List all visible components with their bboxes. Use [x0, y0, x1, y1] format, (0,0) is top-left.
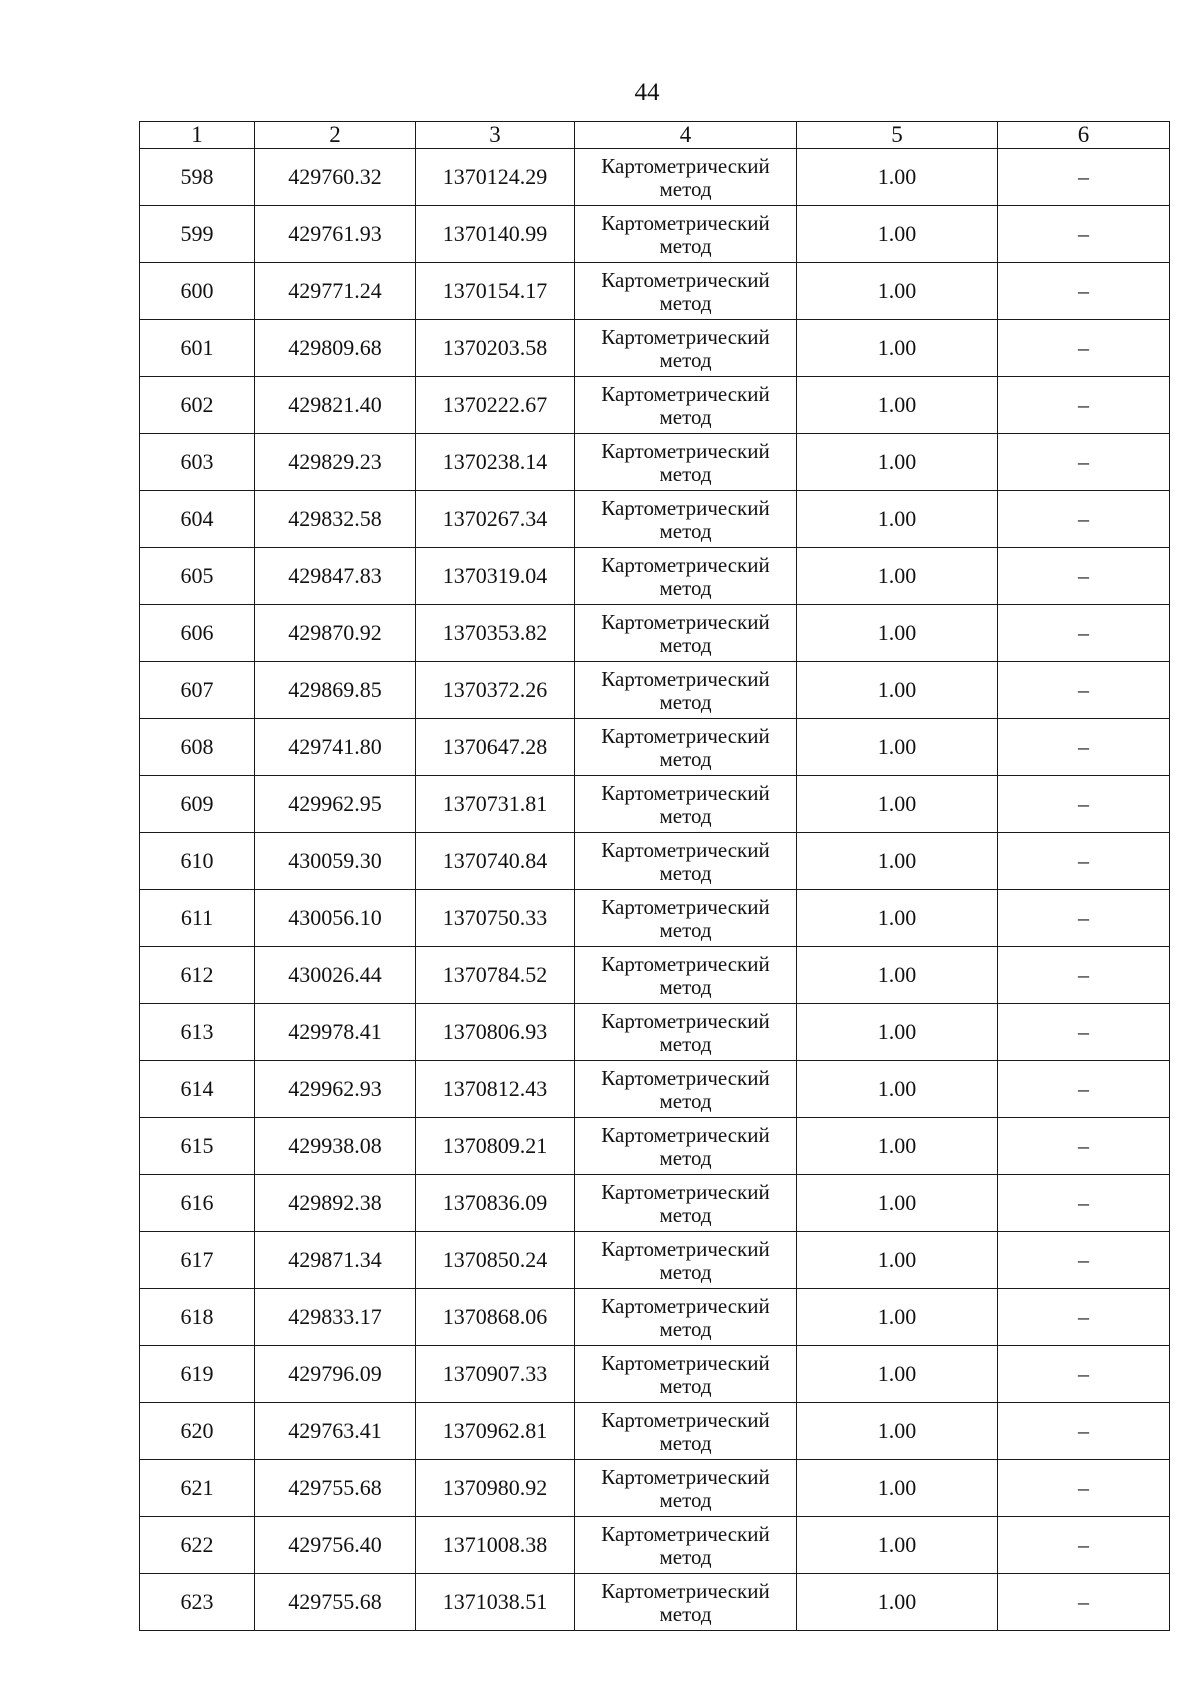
accuracy-cell: 1.00: [797, 1403, 998, 1460]
method-cell: [575, 890, 797, 947]
y-coordinate-cell: 1370222.67: [416, 377, 575, 434]
x-coordinate-cell: 429962.93: [255, 1061, 416, 1118]
method-line: Картометрический: [601, 1180, 770, 1204]
method-line: метод: [659, 1260, 712, 1284]
point-number-cell: 618: [140, 1289, 255, 1346]
note-cell: –: [998, 320, 1170, 377]
table-row: [140, 320, 1170, 377]
method-cell: [575, 1061, 797, 1118]
method-cell: [575, 1403, 797, 1460]
point-number-cell: 604: [140, 491, 255, 548]
y-coordinate-cell: 1370372.26: [416, 662, 575, 719]
method-line: метод: [659, 747, 712, 771]
x-coordinate-cell: 430056.10: [255, 890, 416, 947]
accuracy-cell: 1.00: [797, 1118, 998, 1175]
method-cell: [575, 320, 797, 377]
method-line: метод: [659, 1089, 712, 1113]
table-row: [140, 1517, 1170, 1574]
method-cell: [575, 662, 797, 719]
table-row: [140, 662, 1170, 719]
point-number-cell: 598: [140, 149, 255, 206]
accuracy-cell: 1.00: [797, 1517, 998, 1574]
method-cell: [575, 434, 797, 491]
y-coordinate-cell: 1370353.82: [416, 605, 575, 662]
method-line: Картометрический: [601, 268, 770, 292]
note-cell: –: [998, 434, 1170, 491]
method-line: метод: [659, 405, 712, 429]
table-row: [140, 1289, 1170, 1346]
y-coordinate-cell: 1370647.28: [416, 719, 575, 776]
table-row: [140, 377, 1170, 434]
x-coordinate-cell: 429771.24: [255, 263, 416, 320]
y-coordinate-cell: 1371008.38: [416, 1517, 575, 1574]
table-header: [140, 122, 1170, 149]
method-line: Картометрический: [601, 781, 770, 805]
table-row: [140, 434, 1170, 491]
x-coordinate-cell: 429871.34: [255, 1232, 416, 1289]
accuracy-cell: 1.00: [797, 491, 998, 548]
table-row: [140, 776, 1170, 833]
x-coordinate-cell: 430026.44: [255, 947, 416, 1004]
x-coordinate-cell: 429760.32: [255, 149, 416, 206]
method-cell: [575, 833, 797, 890]
y-coordinate-cell: 1370740.84: [416, 833, 575, 890]
method-line: метод: [659, 804, 712, 828]
method-line: Картометрический: [601, 1237, 770, 1261]
accuracy-cell: 1.00: [797, 605, 998, 662]
method-line: Картометрический: [601, 1294, 770, 1318]
table-row: [140, 1232, 1170, 1289]
table-row: [140, 890, 1170, 947]
point-number-cell: 607: [140, 662, 255, 719]
point-number-cell: 610: [140, 833, 255, 890]
x-coordinate-cell: 429741.80: [255, 719, 416, 776]
accuracy-cell: 1.00: [797, 377, 998, 434]
table-row: [140, 719, 1170, 776]
accuracy-cell: 1.00: [797, 263, 998, 320]
x-coordinate-cell: 429962.95: [255, 776, 416, 833]
note-cell: –: [998, 947, 1170, 1004]
x-coordinate-cell: 429832.58: [255, 491, 416, 548]
note-cell: –: [998, 1118, 1170, 1175]
point-number-cell: 608: [140, 719, 255, 776]
method-cell: [575, 1004, 797, 1061]
note-cell: –: [998, 776, 1170, 833]
accuracy-cell: 1.00: [797, 1232, 998, 1289]
point-number-cell: 606: [140, 605, 255, 662]
note-cell: –: [998, 719, 1170, 776]
method-line: Картометрический: [601, 1579, 770, 1603]
note-cell: –: [998, 1289, 1170, 1346]
method-cell: [575, 1175, 797, 1232]
y-coordinate-cell: 1370809.21: [416, 1118, 575, 1175]
table-row: [140, 548, 1170, 605]
table-row: [140, 1574, 1170, 1631]
method-line: метод: [659, 633, 712, 657]
method-line: Картометрический: [601, 382, 770, 406]
point-number-cell: 617: [140, 1232, 255, 1289]
y-coordinate-cell: 1370731.81: [416, 776, 575, 833]
x-coordinate-cell: 429978.41: [255, 1004, 416, 1061]
note-cell: –: [998, 491, 1170, 548]
header-cell: 6: [998, 122, 1170, 149]
accuracy-cell: 1.00: [797, 149, 998, 206]
header-row: [140, 122, 1170, 149]
method-line: Картометрический: [601, 211, 770, 235]
y-coordinate-cell: 1370238.14: [416, 434, 575, 491]
note-cell: –: [998, 605, 1170, 662]
table-row: [140, 947, 1170, 1004]
note-cell: –: [998, 1460, 1170, 1517]
table-row: [140, 263, 1170, 320]
y-coordinate-cell: 1370850.24: [416, 1232, 575, 1289]
header-cell: 3: [416, 122, 575, 149]
method-cell: [575, 1346, 797, 1403]
point-number-cell: 603: [140, 434, 255, 491]
note-cell: –: [998, 1574, 1170, 1631]
method-line: метод: [659, 1032, 712, 1056]
point-number-cell: 622: [140, 1517, 255, 1574]
method-line: метод: [659, 861, 712, 885]
method-line: Картометрический: [601, 724, 770, 748]
method-cell: [575, 1289, 797, 1346]
point-number-cell: 600: [140, 263, 255, 320]
method-cell: [575, 1517, 797, 1574]
method-line: метод: [659, 291, 712, 315]
method-line: Картометрический: [601, 1408, 770, 1432]
accuracy-cell: 1.00: [797, 1574, 998, 1631]
accuracy-cell: 1.00: [797, 1175, 998, 1232]
accuracy-cell: 1.00: [797, 833, 998, 890]
method-line: метод: [659, 1602, 712, 1626]
y-coordinate-cell: 1370154.17: [416, 263, 575, 320]
method-line: метод: [659, 690, 712, 714]
accuracy-cell: 1.00: [797, 1289, 998, 1346]
y-coordinate-cell: 1370124.29: [416, 149, 575, 206]
accuracy-cell: 1.00: [797, 1004, 998, 1061]
table-body: [140, 149, 1170, 1631]
point-number-cell: 619: [140, 1346, 255, 1403]
y-coordinate-cell: 1370980.92: [416, 1460, 575, 1517]
header-cell: 2: [255, 122, 416, 149]
note-cell: –: [998, 548, 1170, 605]
table-row: [140, 206, 1170, 263]
method-line: Картометрический: [601, 1123, 770, 1147]
header-cell: 5: [797, 122, 998, 149]
y-coordinate-cell: 1370806.93: [416, 1004, 575, 1061]
method-cell: [575, 1232, 797, 1289]
method-line: Картометрический: [601, 610, 770, 634]
method-line: метод: [659, 1374, 712, 1398]
y-coordinate-cell: 1371038.51: [416, 1574, 575, 1631]
header-cell: 4: [575, 122, 797, 149]
y-coordinate-cell: 1370750.33: [416, 890, 575, 947]
x-coordinate-cell: 429756.40: [255, 1517, 416, 1574]
note-cell: –: [998, 1004, 1170, 1061]
method-line: Картометрический: [601, 667, 770, 691]
accuracy-cell: 1.00: [797, 548, 998, 605]
method-line: метод: [659, 177, 712, 201]
y-coordinate-cell: 1370962.81: [416, 1403, 575, 1460]
method-line: метод: [659, 1488, 712, 1512]
method-cell: [575, 1118, 797, 1175]
table-row: [140, 1403, 1170, 1460]
x-coordinate-cell: 429870.92: [255, 605, 416, 662]
method-cell: [575, 719, 797, 776]
method-line: Картометрический: [601, 154, 770, 178]
method-cell: [575, 263, 797, 320]
note-cell: –: [998, 1175, 1170, 1232]
note-cell: –: [998, 1403, 1170, 1460]
method-line: метод: [659, 348, 712, 372]
method-line: метод: [659, 519, 712, 543]
x-coordinate-cell: 429869.85: [255, 662, 416, 719]
table-row: [140, 833, 1170, 890]
point-number-cell: 609: [140, 776, 255, 833]
method-line: метод: [659, 918, 712, 942]
note-cell: –: [998, 1061, 1170, 1118]
point-number-cell: 623: [140, 1574, 255, 1631]
accuracy-cell: 1.00: [797, 320, 998, 377]
note-cell: –: [998, 833, 1170, 890]
method-line: Картометрический: [601, 439, 770, 463]
method-line: Картометрический: [601, 553, 770, 577]
note-cell: –: [998, 377, 1170, 434]
table-row: [140, 1346, 1170, 1403]
method-line: Картометрический: [601, 1522, 770, 1546]
point-number-cell: 605: [140, 548, 255, 605]
y-coordinate-cell: 1370907.33: [416, 1346, 575, 1403]
method-line: Картометрический: [601, 952, 770, 976]
accuracy-cell: 1.00: [797, 947, 998, 1004]
point-number-cell: 611: [140, 890, 255, 947]
accuracy-cell: 1.00: [797, 890, 998, 947]
accuracy-cell: 1.00: [797, 434, 998, 491]
note-cell: –: [998, 149, 1170, 206]
x-coordinate-cell: 429809.68: [255, 320, 416, 377]
method-cell: [575, 149, 797, 206]
y-coordinate-cell: 1370140.99: [416, 206, 575, 263]
method-cell: [575, 605, 797, 662]
method-line: Картометрический: [601, 1009, 770, 1033]
method-line: метод: [659, 975, 712, 999]
note-cell: –: [998, 263, 1170, 320]
accuracy-cell: 1.00: [797, 1061, 998, 1118]
method-line: Картометрический: [601, 1351, 770, 1375]
note-cell: –: [998, 1232, 1170, 1289]
point-number-cell: 612: [140, 947, 255, 1004]
y-coordinate-cell: 1370203.58: [416, 320, 575, 377]
method-line: метод: [659, 1146, 712, 1170]
y-coordinate-cell: 1370784.52: [416, 947, 575, 1004]
method-cell: [575, 1574, 797, 1631]
method-line: Картометрический: [601, 895, 770, 919]
x-coordinate-cell: 429833.17: [255, 1289, 416, 1346]
method-line: метод: [659, 1431, 712, 1455]
x-coordinate-cell: 429829.23: [255, 434, 416, 491]
coordinates-table: [139, 121, 1170, 1631]
x-coordinate-cell: 429847.83: [255, 548, 416, 605]
y-coordinate-cell: 1370868.06: [416, 1289, 575, 1346]
method-cell: [575, 548, 797, 605]
point-number-cell: 602: [140, 377, 255, 434]
accuracy-cell: 1.00: [797, 776, 998, 833]
method-line: Картометрический: [601, 325, 770, 349]
table-row: [140, 1460, 1170, 1517]
method-cell: [575, 776, 797, 833]
table-row: [140, 1175, 1170, 1232]
accuracy-cell: 1.00: [797, 1346, 998, 1403]
note-cell: –: [998, 1346, 1170, 1403]
note-cell: –: [998, 890, 1170, 947]
x-coordinate-cell: 429755.68: [255, 1574, 416, 1631]
x-coordinate-cell: 429796.09: [255, 1346, 416, 1403]
table-row: [140, 1118, 1170, 1175]
point-number-cell: 614: [140, 1061, 255, 1118]
x-coordinate-cell: 429821.40: [255, 377, 416, 434]
accuracy-cell: 1.00: [797, 1460, 998, 1517]
table-row: [140, 491, 1170, 548]
point-number-cell: 616: [140, 1175, 255, 1232]
method-cell: [575, 947, 797, 1004]
method-cell: [575, 491, 797, 548]
point-number-cell: 620: [140, 1403, 255, 1460]
table-row: [140, 1061, 1170, 1118]
point-number-cell: 601: [140, 320, 255, 377]
y-coordinate-cell: 1370836.09: [416, 1175, 575, 1232]
method-line: Картометрический: [601, 1066, 770, 1090]
method-cell: [575, 377, 797, 434]
table-row: [140, 1004, 1170, 1061]
table-row: [140, 605, 1170, 662]
method-cell: [575, 206, 797, 263]
method-line: метод: [659, 1317, 712, 1341]
method-line: Картометрический: [601, 496, 770, 520]
point-number-cell: 599: [140, 206, 255, 263]
point-number-cell: 621: [140, 1460, 255, 1517]
accuracy-cell: 1.00: [797, 719, 998, 776]
method-cell: [575, 1460, 797, 1517]
method-line: Картометрический: [601, 838, 770, 862]
y-coordinate-cell: 1370267.34: [416, 491, 575, 548]
table-row: [140, 149, 1170, 206]
x-coordinate-cell: 429938.08: [255, 1118, 416, 1175]
header-cell: 1: [140, 122, 255, 149]
point-number-cell: 615: [140, 1118, 255, 1175]
point-number-cell: 613: [140, 1004, 255, 1061]
method-line: метод: [659, 1545, 712, 1569]
note-cell: –: [998, 662, 1170, 719]
method-line: метод: [659, 462, 712, 486]
x-coordinate-cell: 429763.41: [255, 1403, 416, 1460]
accuracy-cell: 1.00: [797, 662, 998, 719]
x-coordinate-cell: 429761.93: [255, 206, 416, 263]
note-cell: –: [998, 1517, 1170, 1574]
x-coordinate-cell: 429755.68: [255, 1460, 416, 1517]
method-line: метод: [659, 1203, 712, 1227]
y-coordinate-cell: 1370812.43: [416, 1061, 575, 1118]
x-coordinate-cell: 430059.30: [255, 833, 416, 890]
note-cell: –: [998, 206, 1170, 263]
x-coordinate-cell: 429892.38: [255, 1175, 416, 1232]
y-coordinate-cell: 1370319.04: [416, 548, 575, 605]
accuracy-cell: 1.00: [797, 206, 998, 263]
method-line: Картометрический: [601, 1465, 770, 1489]
page-number: 44: [634, 79, 660, 106]
method-line: метод: [659, 234, 712, 258]
method-line: метод: [659, 576, 712, 600]
